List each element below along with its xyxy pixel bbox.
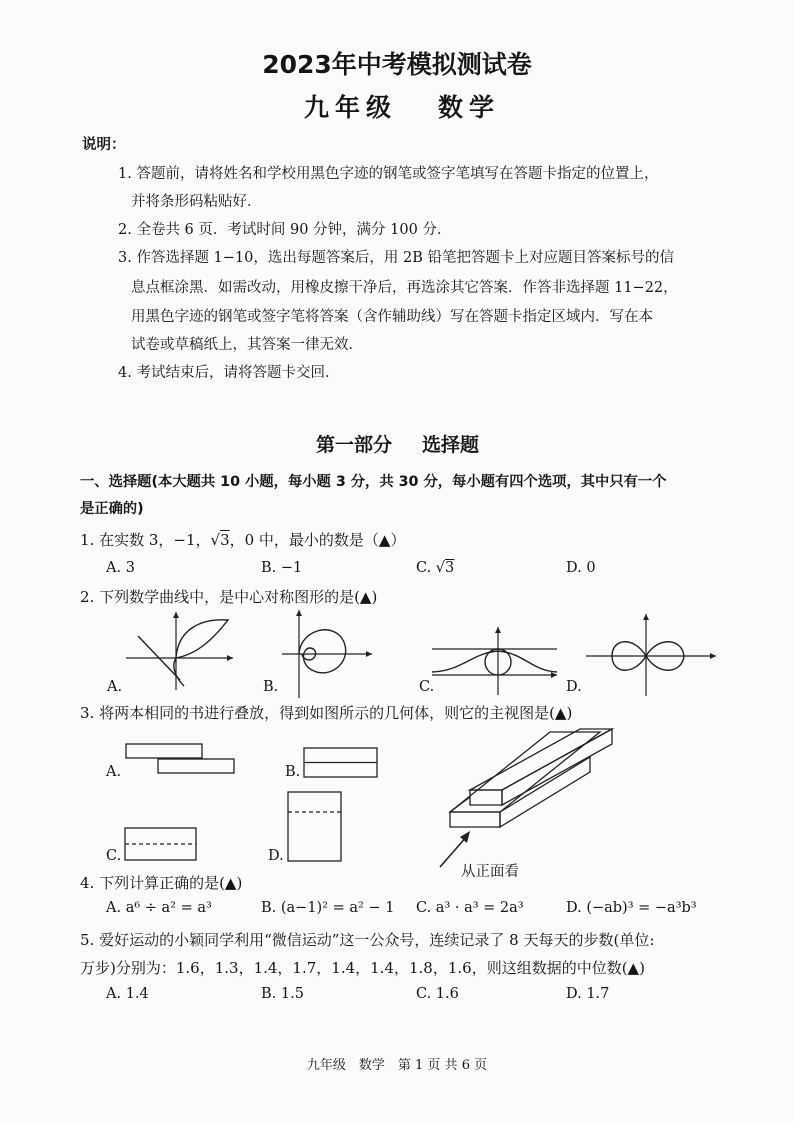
q3-option-a: A. (106, 764, 122, 780)
q5-option-c: C. 1.6 (416, 986, 459, 1002)
q5-option-a: A. 1.4 (106, 986, 149, 1002)
q2-figure-b (282, 608, 372, 698)
q2-option-d: D. (566, 679, 582, 695)
q1-option-a: A. 3 (106, 560, 135, 576)
question-1-stem (80, 529, 405, 550)
page-footer: 九年级 数学 第 1 页 共 6 页 (306, 1058, 488, 1073)
q2-figure-c (432, 625, 557, 695)
q2-figure-a (118, 608, 238, 690)
q1-stem-suffix: ，0 中，最小的数是（▲） (229, 531, 406, 549)
q1-c-root: 3 (445, 560, 455, 576)
sqrt-symbol: √ (210, 531, 221, 549)
instruction-line: 2. 全卷共 6 页．考试时间 90 分钟，满分 100 分． (118, 222, 452, 238)
part-title: 第一部分 (316, 434, 393, 456)
q2-option-a: A. (107, 679, 123, 695)
sqrt-symbol: √ (435, 560, 446, 576)
q1-option-b: B. −1 (261, 560, 303, 576)
instruction-line: 用黑色字迹的钢笔或签字笔将答案（含作辅助线）写在答题卡指定区域内．写在本 (131, 309, 653, 325)
q1-stem-prefix: 1. 在实数 3，−1， (80, 531, 211, 549)
section-heading: 一、选择题(本大题共 10 小题，每小题 3 分，共 30 分，每小题有四个选项，其中只有一个 (80, 474, 667, 490)
grade-label: 九年级 (304, 93, 398, 122)
question-5-stem-line1: 5. 爱好运动的小颖同学利用“微信运动”这一公众号，连续记录了 8 天每天的步数(单位: (80, 931, 655, 949)
question-3-stem: 3. 将两本相同的书进行叠放，得到如图所示的几何体，则它的主视图是(▲) (80, 704, 573, 722)
q5-option-d: D. 1.7 (566, 986, 610, 1002)
subject-label: 数学 (438, 93, 501, 122)
q4-option-c: C. a³ · a³ = 2a³ (416, 900, 524, 916)
q1-option-c (416, 560, 454, 576)
question-4-stem: 4. 下列计算正确的是(▲) (80, 874, 243, 892)
instruction-line: 试卷或草稿纸上，其答案一律无效． (131, 337, 363, 353)
instruction-line: 1. 答题前，请将姓名和学校用黑色字迹的钢笔或签字笔填写在答题卡指定的位置上， (118, 166, 659, 182)
q3-option-c: C. (106, 848, 122, 864)
q3-option-b: B. (285, 764, 301, 780)
stacked-books-figure (430, 727, 620, 877)
q4-option-a: A. a⁶ ÷ a² = a³ (106, 900, 212, 916)
q3-figure-b (302, 746, 380, 780)
q1-c-prefix: C. (416, 560, 436, 576)
q2-option-c: C. (419, 679, 435, 695)
instruction-line: 3. 作答选择题 1−10，选出每题答案后，用 2B 铅笔把答题卡上对应题目答案标号的信 (118, 250, 674, 266)
instruction-line: 并将条形码粘贴好． (131, 194, 262, 210)
question-2-stem: 2. 下列数学曲线中，是中心对称图形的是(▲) (80, 588, 378, 606)
exam-title: 2023年中考模拟测试卷 (262, 50, 532, 79)
part-name: 选择题 (422, 434, 480, 456)
q3-option-d: D. (268, 848, 284, 864)
q2-figure-d (586, 612, 716, 696)
q4-option-b: B. (a−1)² = a² − 1 (261, 900, 395, 916)
instruction-line: 4. 考试结束后，请将答题卡交回． (118, 365, 340, 381)
q2-option-b: B. (263, 679, 279, 695)
section-heading: 是正确的) (80, 501, 144, 517)
view-direction-label: 从正面看 (461, 864, 519, 880)
instructions-heading: 说明： (82, 137, 126, 153)
q3-figure-d (286, 790, 344, 864)
q4-option-d: D. (−ab)³ = −a³b³ (566, 900, 697, 916)
q1-option-d: D. 0 (566, 560, 596, 576)
question-5-stem-line2: 万步)分别为：1.6，1.3，1.4，1.7，1.4，1.4，1.8，1.6，则这组数据的中位数(▲) (80, 959, 645, 977)
q3-figure-a (124, 742, 236, 778)
instruction-line: 息点框涂黑．如需改动，用橡皮擦干净后，再选涂其它答案．作答非选择题 11−22， (131, 280, 678, 296)
q1-stem-root: 3 (220, 531, 230, 549)
q5-option-b: B. 1.5 (261, 986, 304, 1002)
q3-figure-c (123, 826, 199, 864)
